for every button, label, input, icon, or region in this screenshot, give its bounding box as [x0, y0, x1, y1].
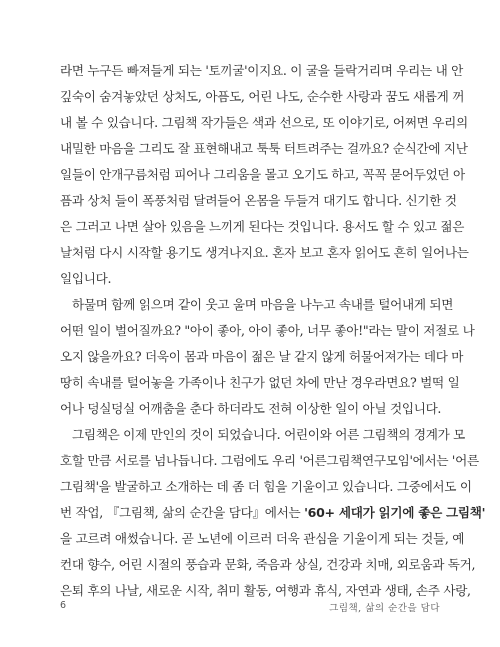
text-line: 그림책'을 발굴하고 소개하는 데 좀 더 힘을 기울이고 있습니다. 그중에서도 이	[60, 479, 472, 494]
text-segment: 번 작업, 『그림책, 삶의 순간을 담다』에서는	[60, 505, 305, 520]
text-line: 라면 누구든 빠져들게 되는 '토끼굴'이지요. 이 굴을 들락거리며 우리는 내 안	[60, 63, 464, 78]
text-line: 그림책은 이제 만인의 것이 되었습니다. 어린이와 어른 그림책의 경계가 모	[72, 427, 465, 442]
text-line: 은퇴 후의 나날, 새로운 시작, 취미 활동, 여행과 휴식, 자연과 생태, 손주 사랑,	[60, 583, 471, 598]
text-line: 어떤 일이 벌어질까요? "아이 좋아, 아이 좋아, 너무 좋아!"라는 말이 저절로 나	[60, 323, 475, 338]
text-line: 일입니다.	[60, 271, 112, 286]
text-line: 어나 덩실덩실 어깨춤을 춘다 하더라도 전혀 이상한 일이 아닐 것입니다.	[60, 401, 442, 416]
text-line: 날처럼 다시 시작할 용기도 생겨나지요. 혼자 보고 혼자 읽어도 흔히 일어나는	[60, 245, 469, 260]
text-line: 일들이 안개구름처럼 피어나 그리움을 몰고 오기도 하고, 꼭꼭 묻어두었던 아	[60, 167, 465, 182]
emphasized-phrase: '60+ 세대가 읽기에 좋은 그림책'	[304, 505, 486, 520]
text-line: 하물며 함께 읽으며 같이 웃고 울며 마음을 나누고 속내를 털어내게 되면	[72, 297, 454, 312]
text-line: 오지 않을까요? 더욱이 몸과 마음이 젊은 날 같지 않게 허물어져가는 데다 마	[60, 349, 464, 364]
text-line: 컨대 향수, 어린 시절의 풍습과 문화, 죽음과 상실, 건강과 치매, 외로움과 독거,	[60, 557, 476, 572]
text-line: 을 고르려 애썼습니다. 곧 노년에 이르러 더욱 관심을 기울이게 되는 것들, 예	[60, 531, 465, 546]
page-number: 6	[60, 600, 67, 611]
text-line: 내밀한 마음을 그리도 잘 표현해내고 툭툭 터트려주는 걸까요? 순식간에 지난	[60, 141, 468, 156]
body-text	[60, 58, 486, 604]
text-line: 픔과 상처 들이 폭풍처럼 달려들어 온몸을 두들겨 대기도 합니다. 신기한 것	[60, 193, 457, 208]
text-line: 내 볼 수 있습니다. 그림책 작가들은 색과 선으로, 또 이야기로, 어쩌면 우리의	[60, 115, 468, 130]
running-title: 그림책, 삶의 순간을 담다	[329, 603, 440, 614]
text-line	[60, 500, 486, 526]
text-line: 땅히 속내를 털어놓을 가족이나 친구가 없던 차에 만난 경우라면요? 벌떡 일	[60, 375, 460, 390]
text-line: 깊숙이 숨겨놓았던 상처도, 아픔도, 어린 나도, 순수한 사랑과 꿈도 새롭게 꺼	[60, 89, 465, 104]
page-footer	[60, 600, 440, 616]
text-line: 은 그러고 나면 살아 있음을 느끼게 된다는 것입니다. 용서도 할 수 있고 젊은	[60, 219, 465, 234]
text-line: 호할 만큼 서로를 넘나듭니다. 그럼에도 우리 '어른그림책연구모임'에서는 '어른	[60, 453, 479, 468]
